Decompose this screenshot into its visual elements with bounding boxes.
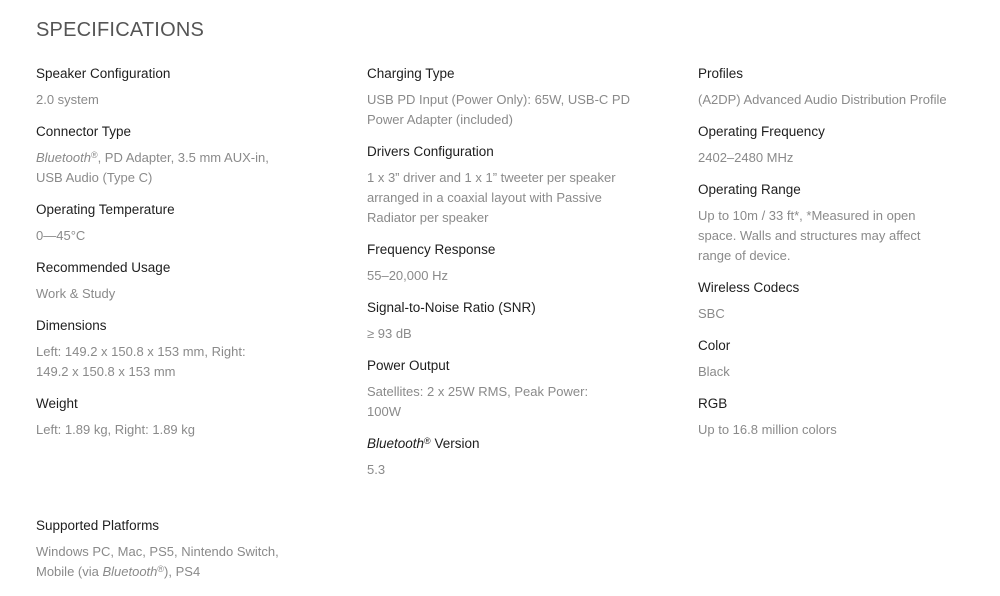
spec-value-line: Windows PC, Mac, PS5, Nintendo Switch, xyxy=(36,544,279,559)
spec-value xyxy=(367,90,667,130)
spec-label: Signal-to-Noise Ratio (SNR) xyxy=(367,300,536,315)
spec-value: 0—45°C xyxy=(36,228,86,243)
spec-value-text: ), PS4 xyxy=(164,564,201,579)
spec-speaker-configuration xyxy=(36,66,336,110)
spec-value-line: Up to 10m / 33 ft*, *Measured in open xyxy=(698,208,916,223)
spec-label: Power Output xyxy=(367,358,450,373)
spec-value: (A2DP) Advanced Audio Distribution Profile xyxy=(698,92,947,107)
spec-value xyxy=(367,382,667,422)
spec-value-line: 149.2 x 150.8 x 153 mm xyxy=(36,364,176,379)
spec-value xyxy=(698,206,988,266)
spec-value: SBC xyxy=(698,306,725,321)
spec-label: Operating Frequency xyxy=(698,124,825,139)
spec-charging-type xyxy=(367,66,667,130)
spec-label: Speaker Configuration xyxy=(36,66,171,81)
specs-column-2 xyxy=(367,66,667,494)
spec-value xyxy=(36,542,336,582)
spec-operating-frequency xyxy=(698,124,988,168)
spec-value-line: space. Walls and structures may affect xyxy=(698,228,921,243)
spec-label: Profiles xyxy=(698,66,744,81)
spec-value-line: range of device. xyxy=(698,248,791,263)
spec-value-line: Satellites: 2 x 25W RMS, Peak Power: xyxy=(367,384,589,399)
spec-value: 2.0 system xyxy=(36,92,99,107)
spec-connector-type xyxy=(36,124,336,188)
spec-value-text: Mobile (via xyxy=(36,564,103,579)
spec-value: Left: 1.89 kg, Right: 1.89 kg xyxy=(36,422,195,437)
spec-label xyxy=(367,436,667,452)
bluetooth-text: Bluetooth xyxy=(367,436,425,451)
spec-label: Color xyxy=(698,338,731,353)
registered-mark: ® xyxy=(90,150,98,160)
spec-label: RGB xyxy=(698,396,728,411)
page-title: SPECIFICATIONS xyxy=(36,19,205,41)
spec-value-line: 1 x 3” driver and 1 x 1” tweeter per speaker xyxy=(367,170,616,185)
spec-label: Charging Type xyxy=(367,66,455,81)
spec-value-line: Left: 149.2 x 150.8 x 153 mm, Right: xyxy=(36,344,246,359)
spec-value-text: , PD Adapter, 3.5 mm AUX-in, xyxy=(97,150,269,165)
spec-value: 5.3 xyxy=(367,462,386,477)
spec-value: Work & Study xyxy=(36,286,116,301)
spec-rgb xyxy=(698,396,988,440)
specs-column-3 xyxy=(698,66,988,454)
spec-value: ≥ 93 dB xyxy=(367,326,412,341)
spec-dimensions xyxy=(36,318,336,382)
spec-power-output xyxy=(367,358,667,422)
spec-label: Weight xyxy=(36,396,78,411)
spec-wireless-codecs xyxy=(698,280,988,324)
spacer xyxy=(36,454,336,518)
spec-value-line: USB Audio (Type C) xyxy=(36,170,153,185)
spec-color xyxy=(698,338,988,382)
spec-profiles xyxy=(698,66,988,110)
spec-value-line xyxy=(36,562,336,582)
spec-label: Recommended Usage xyxy=(36,260,171,275)
spec-label-text: Version xyxy=(430,436,480,451)
spec-value-line: 100W xyxy=(367,404,401,419)
spec-label: Connector Type xyxy=(36,124,132,139)
spec-value: Black xyxy=(698,364,730,379)
spec-value: Up to 16.8 million colors xyxy=(698,422,837,437)
spec-label: Frequency Response xyxy=(367,242,496,257)
spec-bluetooth-version xyxy=(367,436,667,480)
spec-value xyxy=(36,342,336,382)
spec-label: Dimensions xyxy=(36,318,107,333)
spec-weight xyxy=(36,396,336,440)
spec-supported-platforms xyxy=(36,518,336,582)
bluetooth-text: Bluetooth xyxy=(36,150,91,165)
spec-value-line: arranged in a coaxial layout with Passive xyxy=(367,190,602,205)
spec-drivers-configuration xyxy=(367,144,667,228)
registered-mark: ® xyxy=(424,436,431,446)
spec-label: Drivers Configuration xyxy=(367,144,494,159)
spec-value-line: Power Adapter (included) xyxy=(367,112,513,127)
spec-recommended-usage xyxy=(36,260,336,304)
spec-label: Operating Range xyxy=(698,182,801,197)
spec-label: Supported Platforms xyxy=(36,518,160,533)
spec-frequency-response xyxy=(367,242,667,286)
spec-label: Wireless Codecs xyxy=(698,280,800,295)
spec-value xyxy=(367,168,667,228)
spec-snr xyxy=(367,300,667,344)
spec-operating-range xyxy=(698,182,988,266)
bluetooth-text: Bluetooth xyxy=(102,564,158,579)
specs-column-1 xyxy=(36,66,336,596)
spec-value-line: Radiator per speaker xyxy=(367,210,489,225)
spec-value xyxy=(36,148,336,188)
spec-value-line: USB PD Input (Power Only): 65W, USB-C PD xyxy=(367,92,630,107)
spec-label: Operating Temperature xyxy=(36,202,175,217)
registered-mark: ® xyxy=(157,564,165,574)
spec-value: 2402–2480 MHz xyxy=(698,150,794,165)
spec-value-line xyxy=(36,148,336,168)
spec-value: 55–20,000 Hz xyxy=(367,268,448,283)
spec-operating-temperature xyxy=(36,202,336,246)
